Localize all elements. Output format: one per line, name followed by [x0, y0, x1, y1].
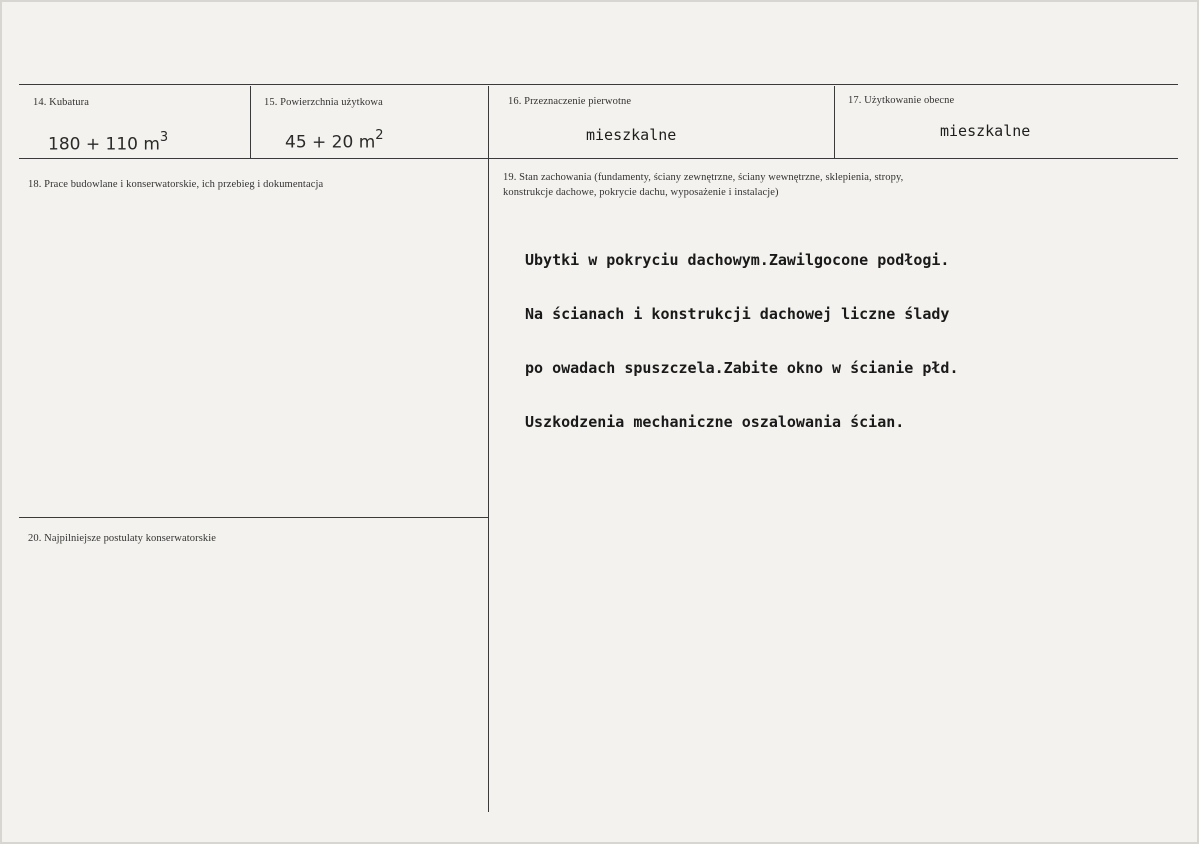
condition-line: Na ścianach i konstrukcji dachowej liczne ślady — [525, 305, 950, 323]
header-row-rule — [19, 158, 1178, 159]
divider-14-15 — [250, 86, 251, 158]
field-14-exponent: 3 — [159, 130, 169, 145]
top-rule — [19, 84, 1178, 85]
field-17-value: mieszkalne — [940, 122, 1031, 140]
section-18-20-divider — [19, 517, 488, 518]
divider-main — [488, 86, 489, 812]
field-14-label: 14. Kubatura — [33, 97, 90, 108]
field-20-label: 20. Najpilniejsze postulaty konserwatorskie — [28, 533, 217, 544]
field-14-value — [48, 132, 168, 155]
condition-line: Uszkodzenia mechaniczne oszalowania ścian. — [525, 413, 905, 431]
condition-line: Ubytki w pokryciu dachowym.Zawilgocone podłogi. — [525, 251, 950, 269]
field-18-label: 18. Prace budowlane i konserwatorskie, ich przebieg i dokumentacja — [28, 179, 324, 190]
field-16-value: mieszkalne — [586, 126, 677, 144]
field-15-label: 15. Powierzchnia użytkowa — [264, 97, 383, 108]
field-14-value-text: 180 + 110 m — [48, 134, 160, 155]
divider-16-17 — [834, 86, 835, 158]
field-15-value-text: 45 + 20 m — [285, 132, 376, 153]
field-19-condition-text — [525, 215, 1125, 467]
field-16-label: 16. Przeznaczenie pierwotne — [508, 96, 632, 107]
field-19-label-line-1: 19. Stan zachowania (fundamenty, ściany zewnętrzne, ściany wewnętrzne, sklepienia, stropy, — [503, 172, 904, 183]
condition-line: po owadach spuszczela.Zabite okno w ścianie płd. — [525, 359, 959, 377]
field-15-exponent: 2 — [375, 128, 384, 143]
field-19-label-line-2: konstrukcje dachowe, pokrycie dachu, wyposażenie i instalacje) — [503, 187, 779, 198]
field-15-value — [285, 130, 384, 153]
field-17-label: 17. Użytkowanie obecne — [848, 95, 955, 106]
